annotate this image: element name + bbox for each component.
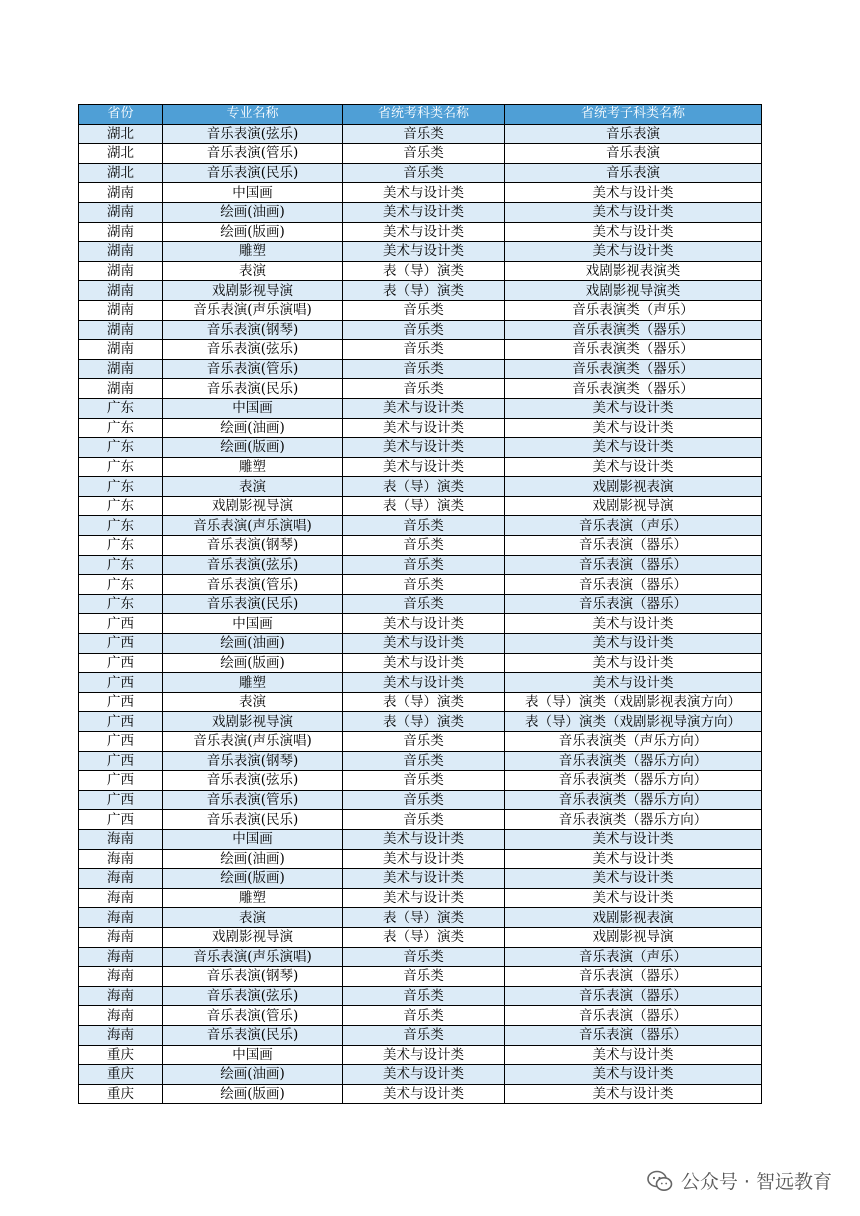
cell-subcategory: 音乐表演类（器乐） bbox=[505, 340, 762, 360]
cell-category: 美术与设计类 bbox=[343, 634, 505, 654]
cell-category: 音乐类 bbox=[343, 1025, 505, 1045]
cell-major: 雕塑 bbox=[163, 888, 343, 908]
table-row bbox=[79, 967, 762, 987]
cell-province: 海南 bbox=[79, 908, 163, 928]
cell-category: 音乐类 bbox=[343, 320, 505, 340]
cell-major: 戏剧影视导演 bbox=[163, 281, 343, 301]
cell-category: 美术与设计类 bbox=[343, 398, 505, 418]
cell-subcategory: 音乐表演（器乐） bbox=[505, 555, 762, 575]
table-row bbox=[79, 359, 762, 379]
cell-province: 广西 bbox=[79, 692, 163, 712]
table-row bbox=[79, 242, 762, 262]
cell-major: 雕塑 bbox=[163, 242, 343, 262]
cell-category: 表（导）演类 bbox=[343, 692, 505, 712]
cell-major: 表演 bbox=[163, 908, 343, 928]
table-row bbox=[79, 202, 762, 222]
table-row bbox=[79, 575, 762, 595]
cell-category: 音乐类 bbox=[343, 163, 505, 183]
cell-province: 海南 bbox=[79, 849, 163, 869]
cell-major: 音乐表演(声乐演唱) bbox=[163, 947, 343, 967]
table-header-row bbox=[79, 105, 762, 125]
table-row bbox=[79, 340, 762, 360]
cell-province: 广东 bbox=[79, 477, 163, 497]
table-row bbox=[79, 555, 762, 575]
cell-subcategory: 音乐表演类（器乐） bbox=[505, 359, 762, 379]
table-row bbox=[79, 261, 762, 281]
cell-major: 音乐表演(钢琴) bbox=[163, 536, 343, 556]
cell-province: 湖南 bbox=[79, 183, 163, 203]
table-row bbox=[79, 398, 762, 418]
table-row bbox=[79, 144, 762, 164]
cell-category: 表（导）演类 bbox=[343, 496, 505, 516]
cell-category: 音乐类 bbox=[343, 144, 505, 164]
cell-major: 中国画 bbox=[163, 1045, 343, 1065]
cell-category: 音乐类 bbox=[343, 555, 505, 575]
table-row bbox=[79, 986, 762, 1006]
cell-province: 广东 bbox=[79, 536, 163, 556]
table-row bbox=[79, 418, 762, 438]
cell-major: 音乐表演(弦乐) bbox=[163, 771, 343, 791]
cell-subcategory: 美术与设计类 bbox=[505, 673, 762, 693]
cell-major: 表演 bbox=[163, 477, 343, 497]
cell-province: 湖南 bbox=[79, 242, 163, 262]
cell-province: 重庆 bbox=[79, 1084, 163, 1104]
cell-major: 戏剧影视导演 bbox=[163, 496, 343, 516]
cell-province: 海南 bbox=[79, 869, 163, 889]
cell-subcategory: 音乐表演类（器乐） bbox=[505, 320, 762, 340]
watermark-text: 公众号 · 智远教育 bbox=[680, 1171, 832, 1193]
cell-major: 音乐表演(民乐) bbox=[163, 163, 343, 183]
cell-category: 美术与设计类 bbox=[343, 222, 505, 242]
cell-category: 音乐类 bbox=[343, 300, 505, 320]
cell-province: 广东 bbox=[79, 457, 163, 477]
cell-category: 美术与设计类 bbox=[343, 1084, 505, 1104]
cell-major: 绘画(版画) bbox=[163, 653, 343, 673]
column-header-subcategory: 省统考子科类名称 bbox=[505, 105, 762, 125]
cell-category: 美术与设计类 bbox=[343, 242, 505, 262]
cell-category: 表（导）演类 bbox=[343, 261, 505, 281]
cell-category: 美术与设计类 bbox=[343, 829, 505, 849]
cell-major: 绘画(版画) bbox=[163, 1084, 343, 1104]
cell-province: 广西 bbox=[79, 614, 163, 634]
table-row bbox=[79, 1025, 762, 1045]
cell-subcategory: 音乐表演 bbox=[505, 163, 762, 183]
cell-category: 美术与设计类 bbox=[343, 614, 505, 634]
cell-major: 绘画(油画) bbox=[163, 849, 343, 869]
cell-province: 海南 bbox=[79, 927, 163, 947]
table-row bbox=[79, 1084, 762, 1104]
cell-subcategory: 美术与设计类 bbox=[505, 888, 762, 908]
cell-category: 表（导）演类 bbox=[343, 908, 505, 928]
table-row bbox=[79, 653, 762, 673]
cell-category: 美术与设计类 bbox=[343, 457, 505, 477]
cell-province: 湖南 bbox=[79, 261, 163, 281]
cell-province: 湖北 bbox=[79, 144, 163, 164]
table-row bbox=[79, 379, 762, 399]
cell-subcategory: 美术与设计类 bbox=[505, 634, 762, 654]
cell-subcategory: 美术与设计类 bbox=[505, 829, 762, 849]
cell-category: 音乐类 bbox=[343, 594, 505, 614]
cell-province: 广西 bbox=[79, 634, 163, 654]
cell-province: 广西 bbox=[79, 732, 163, 752]
table-row bbox=[79, 908, 762, 928]
cell-category: 音乐类 bbox=[343, 967, 505, 987]
cell-subcategory: 美术与设计类 bbox=[505, 1045, 762, 1065]
cell-subcategory: 美术与设计类 bbox=[505, 653, 762, 673]
table-row bbox=[79, 124, 762, 144]
cell-major: 表演 bbox=[163, 261, 343, 281]
cell-category: 美术与设计类 bbox=[343, 183, 505, 203]
table-row bbox=[79, 771, 762, 791]
table-row bbox=[79, 614, 762, 634]
cell-major: 音乐表演(弦乐) bbox=[163, 986, 343, 1006]
cell-province: 广西 bbox=[79, 712, 163, 732]
subject-table bbox=[78, 104, 762, 1104]
cell-subcategory: 戏剧影视导演 bbox=[505, 927, 762, 947]
cell-subcategory: 戏剧影视表演 bbox=[505, 908, 762, 928]
cell-province: 广西 bbox=[79, 673, 163, 693]
cell-category: 音乐类 bbox=[343, 359, 505, 379]
table-row bbox=[79, 810, 762, 830]
cell-category: 音乐类 bbox=[343, 536, 505, 556]
cell-province: 广东 bbox=[79, 575, 163, 595]
cell-subcategory: 音乐表演类（器乐） bbox=[505, 379, 762, 399]
cell-province: 广西 bbox=[79, 790, 163, 810]
cell-province: 湖南 bbox=[79, 379, 163, 399]
cell-province: 湖南 bbox=[79, 202, 163, 222]
cell-subcategory: 音乐表演类（器乐方向） bbox=[505, 771, 762, 791]
cell-category: 音乐类 bbox=[343, 379, 505, 399]
table-row bbox=[79, 163, 762, 183]
cell-major: 音乐表演(声乐演唱) bbox=[163, 516, 343, 536]
cell-subcategory: 戏剧影视导演 bbox=[505, 496, 762, 516]
cell-subcategory: 美术与设计类 bbox=[505, 869, 762, 889]
cell-subcategory: 音乐表演（器乐） bbox=[505, 594, 762, 614]
cell-province: 海南 bbox=[79, 888, 163, 908]
cell-category: 音乐类 bbox=[343, 751, 505, 771]
table-row bbox=[79, 712, 762, 732]
cell-subcategory: 美术与设计类 bbox=[505, 418, 762, 438]
cell-province: 湖南 bbox=[79, 222, 163, 242]
cell-major: 中国画 bbox=[163, 398, 343, 418]
cell-major: 音乐表演(管乐) bbox=[163, 1006, 343, 1026]
cell-subcategory: 美术与设计类 bbox=[505, 222, 762, 242]
cell-category: 音乐类 bbox=[343, 947, 505, 967]
table-row bbox=[79, 477, 762, 497]
table-row bbox=[79, 869, 762, 889]
column-header-province: 省份 bbox=[79, 105, 163, 125]
table-row bbox=[79, 790, 762, 810]
cell-province: 海南 bbox=[79, 967, 163, 987]
cell-major: 音乐表演(声乐演唱) bbox=[163, 300, 343, 320]
cell-province: 湖南 bbox=[79, 320, 163, 340]
cell-major: 音乐表演(弦乐) bbox=[163, 555, 343, 575]
cell-major: 音乐表演(民乐) bbox=[163, 379, 343, 399]
table-body bbox=[79, 124, 762, 1104]
cell-major: 绘画(版画) bbox=[163, 438, 343, 458]
cell-province: 广东 bbox=[79, 555, 163, 575]
table-row bbox=[79, 1065, 762, 1085]
cell-major: 绘画(版画) bbox=[163, 869, 343, 889]
cell-subcategory: 美术与设计类 bbox=[505, 202, 762, 222]
cell-province: 广东 bbox=[79, 418, 163, 438]
cell-major: 绘画(版画) bbox=[163, 222, 343, 242]
cell-category: 音乐类 bbox=[343, 771, 505, 791]
wechat-icon bbox=[647, 1170, 673, 1192]
cell-province: 海南 bbox=[79, 1025, 163, 1045]
cell-major: 戏剧影视导演 bbox=[163, 712, 343, 732]
column-header-category: 省统考科类名称 bbox=[343, 105, 505, 125]
cell-subcategory: 音乐表演（器乐） bbox=[505, 1006, 762, 1026]
cell-province: 湖南 bbox=[79, 340, 163, 360]
cell-subcategory: 音乐表演类（声乐） bbox=[505, 300, 762, 320]
cell-subcategory: 表（导）演类（戏剧影视导演方向） bbox=[505, 712, 762, 732]
cell-subcategory: 美术与设计类 bbox=[505, 1084, 762, 1104]
cell-province: 海南 bbox=[79, 986, 163, 1006]
cell-subcategory: 音乐表演（声乐） bbox=[505, 947, 762, 967]
cell-major: 音乐表演(管乐) bbox=[163, 790, 343, 810]
cell-category: 美术与设计类 bbox=[343, 438, 505, 458]
table-row bbox=[79, 927, 762, 947]
cell-subcategory: 美术与设计类 bbox=[505, 438, 762, 458]
cell-major: 雕塑 bbox=[163, 673, 343, 693]
table-row bbox=[79, 516, 762, 536]
cell-category: 音乐类 bbox=[343, 124, 505, 144]
cell-major: 绘画(油画) bbox=[163, 634, 343, 654]
table-row bbox=[79, 888, 762, 908]
cell-province: 广西 bbox=[79, 771, 163, 791]
cell-subcategory: 戏剧影视表演类 bbox=[505, 261, 762, 281]
cell-category: 表（导）演类 bbox=[343, 281, 505, 301]
cell-subcategory: 美术与设计类 bbox=[505, 849, 762, 869]
cell-major: 音乐表演(钢琴) bbox=[163, 320, 343, 340]
table-row bbox=[79, 732, 762, 752]
cell-subcategory: 音乐表演类（器乐方向） bbox=[505, 751, 762, 771]
cell-category: 美术与设计类 bbox=[343, 869, 505, 889]
cell-subcategory: 音乐表演（器乐） bbox=[505, 1025, 762, 1045]
cell-province: 湖北 bbox=[79, 163, 163, 183]
cell-subcategory: 戏剧影视表演 bbox=[505, 477, 762, 497]
cell-category: 美术与设计类 bbox=[343, 202, 505, 222]
cell-major: 中国画 bbox=[163, 614, 343, 634]
table-row bbox=[79, 496, 762, 516]
cell-subcategory: 美术与设计类 bbox=[505, 457, 762, 477]
cell-subcategory: 音乐表演（器乐） bbox=[505, 967, 762, 987]
cell-subcategory: 音乐表演（声乐） bbox=[505, 516, 762, 536]
cell-category: 音乐类 bbox=[343, 986, 505, 1006]
cell-subcategory: 戏剧影视导演类 bbox=[505, 281, 762, 301]
cell-subcategory: 美术与设计类 bbox=[505, 183, 762, 203]
cell-subcategory: 音乐表演（器乐） bbox=[505, 575, 762, 595]
cell-major: 音乐表演(民乐) bbox=[163, 1025, 343, 1045]
cell-category: 音乐类 bbox=[343, 1006, 505, 1026]
watermark bbox=[647, 1167, 832, 1194]
table-row bbox=[79, 947, 762, 967]
cell-category: 表（导）演类 bbox=[343, 927, 505, 947]
cell-category: 美术与设计类 bbox=[343, 673, 505, 693]
cell-major: 音乐表演(声乐演唱) bbox=[163, 732, 343, 752]
cell-province: 广东 bbox=[79, 438, 163, 458]
cell-subcategory: 美术与设计类 bbox=[505, 614, 762, 634]
cell-category: 音乐类 bbox=[343, 516, 505, 536]
table-row bbox=[79, 183, 762, 203]
cell-subcategory: 音乐表演 bbox=[505, 144, 762, 164]
cell-subcategory: 音乐表演类（器乐方向） bbox=[505, 790, 762, 810]
cell-major: 音乐表演(民乐) bbox=[163, 810, 343, 830]
cell-category: 音乐类 bbox=[343, 575, 505, 595]
cell-province: 湖南 bbox=[79, 359, 163, 379]
cell-category: 美术与设计类 bbox=[343, 849, 505, 869]
cell-major: 绘画(油画) bbox=[163, 418, 343, 438]
cell-major: 音乐表演(管乐) bbox=[163, 144, 343, 164]
cell-category: 美术与设计类 bbox=[343, 1045, 505, 1065]
table-row bbox=[79, 300, 762, 320]
column-header-major: 专业名称 bbox=[163, 105, 343, 125]
table-row bbox=[79, 673, 762, 693]
cell-province: 广东 bbox=[79, 516, 163, 536]
cell-category: 美术与设计类 bbox=[343, 653, 505, 673]
cell-major: 绘画(油画) bbox=[163, 1065, 343, 1085]
cell-province: 海南 bbox=[79, 829, 163, 849]
table-row bbox=[79, 438, 762, 458]
table-row bbox=[79, 634, 762, 654]
cell-major: 绘画(油画) bbox=[163, 202, 343, 222]
table-row bbox=[79, 594, 762, 614]
table-row bbox=[79, 320, 762, 340]
table-row bbox=[79, 281, 762, 301]
cell-major: 音乐表演(管乐) bbox=[163, 359, 343, 379]
cell-province: 广东 bbox=[79, 398, 163, 418]
cell-province: 重庆 bbox=[79, 1045, 163, 1065]
cell-subcategory: 音乐表演 bbox=[505, 124, 762, 144]
cell-major: 中国画 bbox=[163, 183, 343, 203]
table-row bbox=[79, 751, 762, 771]
cell-subcategory: 音乐表演类（器乐方向） bbox=[505, 810, 762, 830]
cell-major: 音乐表演(弦乐) bbox=[163, 340, 343, 360]
cell-category: 表（导）演类 bbox=[343, 712, 505, 732]
table-row bbox=[79, 692, 762, 712]
cell-major: 音乐表演(民乐) bbox=[163, 594, 343, 614]
cell-category: 音乐类 bbox=[343, 732, 505, 752]
cell-province: 湖南 bbox=[79, 300, 163, 320]
cell-major: 音乐表演(管乐) bbox=[163, 575, 343, 595]
cell-subcategory: 音乐表演（器乐） bbox=[505, 986, 762, 1006]
table-row bbox=[79, 829, 762, 849]
cell-province: 海南 bbox=[79, 947, 163, 967]
cell-province: 广西 bbox=[79, 810, 163, 830]
cell-major: 音乐表演(弦乐) bbox=[163, 124, 343, 144]
cell-major: 表演 bbox=[163, 692, 343, 712]
cell-category: 音乐类 bbox=[343, 810, 505, 830]
cell-major: 中国画 bbox=[163, 829, 343, 849]
cell-category: 音乐类 bbox=[343, 340, 505, 360]
cell-province: 广西 bbox=[79, 653, 163, 673]
cell-major: 戏剧影视导演 bbox=[163, 927, 343, 947]
cell-province: 广东 bbox=[79, 496, 163, 516]
cell-subcategory: 表（导）演类（戏剧影视表演方向） bbox=[505, 692, 762, 712]
cell-category: 表（导）演类 bbox=[343, 477, 505, 497]
cell-subcategory: 美术与设计类 bbox=[505, 242, 762, 262]
cell-subcategory: 音乐表演类（声乐方向） bbox=[505, 732, 762, 752]
cell-subcategory: 美术与设计类 bbox=[505, 1065, 762, 1085]
table-row bbox=[79, 222, 762, 242]
table-row bbox=[79, 849, 762, 869]
cell-category: 美术与设计类 bbox=[343, 888, 505, 908]
cell-province: 广东 bbox=[79, 594, 163, 614]
cell-major: 雕塑 bbox=[163, 457, 343, 477]
cell-province: 广西 bbox=[79, 751, 163, 771]
cell-category: 美术与设计类 bbox=[343, 418, 505, 438]
cell-province: 重庆 bbox=[79, 1065, 163, 1085]
cell-province: 海南 bbox=[79, 1006, 163, 1026]
cell-subcategory: 音乐表演（器乐） bbox=[505, 536, 762, 556]
table-row bbox=[79, 1006, 762, 1026]
cell-province: 湖南 bbox=[79, 281, 163, 301]
table-row bbox=[79, 457, 762, 477]
table-row bbox=[79, 536, 762, 556]
cell-major: 音乐表演(钢琴) bbox=[163, 967, 343, 987]
cell-major: 音乐表演(钢琴) bbox=[163, 751, 343, 771]
cell-category: 美术与设计类 bbox=[343, 1065, 505, 1085]
cell-category: 音乐类 bbox=[343, 790, 505, 810]
cell-subcategory: 美术与设计类 bbox=[505, 398, 762, 418]
cell-province: 湖北 bbox=[79, 124, 163, 144]
table-row bbox=[79, 1045, 762, 1065]
